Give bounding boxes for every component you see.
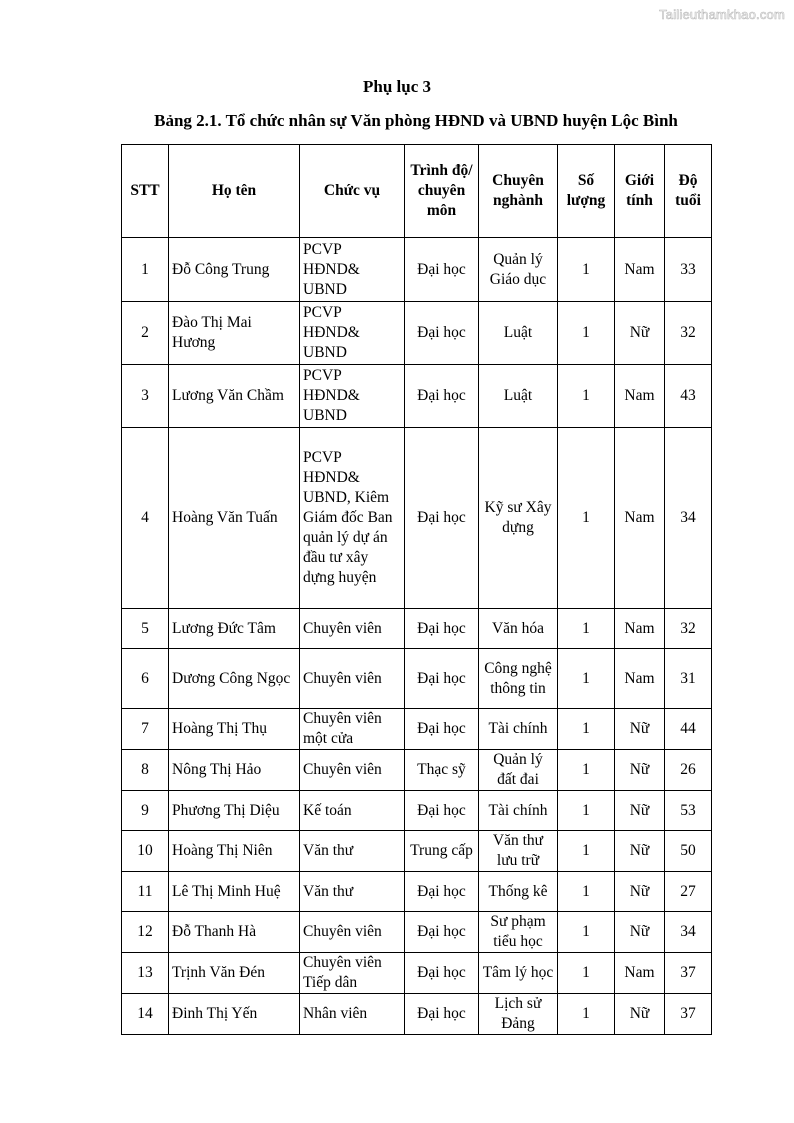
cell-age: 34 [665,428,712,609]
cell-stt: 3 [122,365,169,428]
cell-age: 32 [665,609,712,649]
table-row [122,365,712,428]
cell-quantity: 1 [558,831,615,872]
header-stt: STT [122,145,169,238]
cell-age: 43 [665,365,712,428]
cell-stt: 11 [122,872,169,912]
cell-name: Trịnh Văn Đén [169,953,300,994]
cell-quantity: 1 [558,428,615,609]
cell-gender: Nữ [615,750,665,791]
cell-stt: 2 [122,302,169,365]
header-quantity: Số lượng [558,145,615,238]
cell-gender: Nữ [615,831,665,872]
cell-name: Phương Thị Diệu [169,791,300,831]
table-row [122,750,712,791]
cell-gender: Nữ [615,791,665,831]
header-position: Chức vụ [300,145,405,238]
table-row [122,649,712,709]
cell-gender: Nam [615,953,665,994]
header-row [122,145,712,238]
cell-position: PCVP HĐND& UBND, Kiêm Giám đốc Ban quản lý dự án đầu tư xây dựng huyện [300,428,405,609]
cell-name: Đinh Thị Yến [169,994,300,1035]
cell-education: Đại học [405,609,479,649]
cell-quantity: 1 [558,872,615,912]
cell-position: Chuyên viên Tiếp dân [300,953,405,994]
cell-quantity: 1 [558,750,615,791]
cell-education: Trung cấp [405,831,479,872]
cell-major: Tài chính [479,791,558,831]
cell-stt: 14 [122,994,169,1035]
cell-name: Đào Thị Mai Hương [169,302,300,365]
appendix-title: Phụ lục 3 [362,77,432,96]
cell-name: Hoàng Văn Tuấn [169,428,300,609]
cell-position: PCVP HĐND& UBND [300,238,405,302]
cell-gender: Nữ [615,872,665,912]
cell-age: 53 [665,791,712,831]
cell-quantity: 1 [558,238,615,302]
cell-education: Đại học [405,953,479,994]
table-row [122,428,712,609]
cell-age: 50 [665,831,712,872]
cell-stt: 13 [122,953,169,994]
table-caption: Bảng 2.1. Tổ chức nhân sự Văn phòng HĐND và UBND huyện Lộc Bình [154,111,678,130]
header-age: Độ tuổi [665,145,712,238]
cell-stt: 4 [122,428,169,609]
cell-major: Văn hóa [479,609,558,649]
cell-position: Nhân viên [300,994,405,1035]
cell-name: Hoàng Thị Niên [169,831,300,872]
cell-stt: 9 [122,791,169,831]
cell-gender: Nam [615,238,665,302]
cell-education: Đại học [405,428,479,609]
cell-name: Dương Công Ngọc [169,649,300,709]
table-row [122,831,712,872]
cell-name: Hoàng Thị Thụ [169,709,300,750]
cell-gender: Nam [615,609,665,649]
cell-education: Đại học [405,649,479,709]
cell-major: Lịch sử Đảng [479,994,558,1035]
cell-position: Chuyên viên [300,609,405,649]
cell-age: 32 [665,302,712,365]
cell-name: Lương Đức Tâm [169,609,300,649]
cell-name: Đỗ Công Trung [169,238,300,302]
cell-position: Chuyên viên một cửa [300,709,405,750]
cell-stt: 1 [122,238,169,302]
cell-education: Đại học [405,302,479,365]
cell-position: Kế toán [300,791,405,831]
cell-gender: Nữ [615,302,665,365]
cell-age: 37 [665,953,712,994]
cell-education: Thạc sỹ [405,750,479,791]
staff-table [121,144,712,1035]
table-row [122,609,712,649]
cell-major: Công nghệ thông tin [479,649,558,709]
header-education: Trình độ/ chuyên môn [405,145,479,238]
cell-quantity: 1 [558,912,615,953]
cell-major: Quản lý đất đai [479,750,558,791]
watermark: Tailieuthamkhao.com [659,7,785,22]
cell-gender: Nam [615,428,665,609]
cell-major: Sư phạm tiểu học [479,912,558,953]
cell-position: PCVP HĐND& UBND [300,365,405,428]
cell-major: Luật [479,302,558,365]
cell-position: Văn thư [300,831,405,872]
cell-major: Luật [479,365,558,428]
table-row [122,872,712,912]
cell-major: Thống kê [479,872,558,912]
cell-gender: Nam [615,649,665,709]
cell-quantity: 1 [558,609,615,649]
cell-major: Tâm lý học [479,953,558,994]
table-row [122,238,712,302]
table-row [122,791,712,831]
cell-education: Đại học [405,994,479,1035]
cell-education: Đại học [405,709,479,750]
cell-major: Tài chính [479,709,558,750]
cell-education: Đại học [405,238,479,302]
header-major: Chuyên nghành [479,145,558,238]
cell-quantity: 1 [558,791,615,831]
cell-position: Chuyên viên [300,750,405,791]
cell-quantity: 1 [558,709,615,750]
cell-quantity: 1 [558,649,615,709]
table-row [122,912,712,953]
cell-gender: Nam [615,365,665,428]
table-row [122,994,712,1035]
cell-stt: 5 [122,609,169,649]
cell-gender: Nữ [615,994,665,1035]
cell-major: Kỹ sư Xây dựng [479,428,558,609]
cell-age: 27 [665,872,712,912]
cell-age: 33 [665,238,712,302]
cell-name: Đỗ Thanh Hà [169,912,300,953]
cell-stt: 7 [122,709,169,750]
cell-stt: 12 [122,912,169,953]
cell-position: Chuyên viên [300,912,405,953]
cell-stt: 8 [122,750,169,791]
cell-name: Lương Văn Chầm [169,365,300,428]
cell-stt: 10 [122,831,169,872]
cell-age: 34 [665,912,712,953]
cell-gender: Nữ [615,709,665,750]
header-gender: Giới tính [615,145,665,238]
cell-major: Văn thư lưu trữ [479,831,558,872]
cell-stt: 6 [122,649,169,709]
cell-quantity: 1 [558,302,615,365]
cell-education: Đại học [405,791,479,831]
cell-age: 44 [665,709,712,750]
cell-quantity: 1 [558,365,615,428]
table-row [122,953,712,994]
cell-quantity: 1 [558,994,615,1035]
cell-gender: Nữ [615,912,665,953]
cell-position: Chuyên viên [300,649,405,709]
cell-quantity: 1 [558,953,615,994]
cell-education: Đại học [405,365,479,428]
table-row [122,709,712,750]
header-name: Họ tên [169,145,300,238]
table-row [122,302,712,365]
cell-name: Nông Thị Hảo [169,750,300,791]
cell-education: Đại học [405,912,479,953]
cell-age: 31 [665,649,712,709]
cell-name: Lê Thị Minh Huệ [169,872,300,912]
cell-age: 37 [665,994,712,1035]
cell-position: Văn thư [300,872,405,912]
cell-major: Quản lý Giáo dục [479,238,558,302]
cell-education: Đại học [405,872,479,912]
cell-position: PCVP HĐND& UBND [300,302,405,365]
cell-age: 26 [665,750,712,791]
